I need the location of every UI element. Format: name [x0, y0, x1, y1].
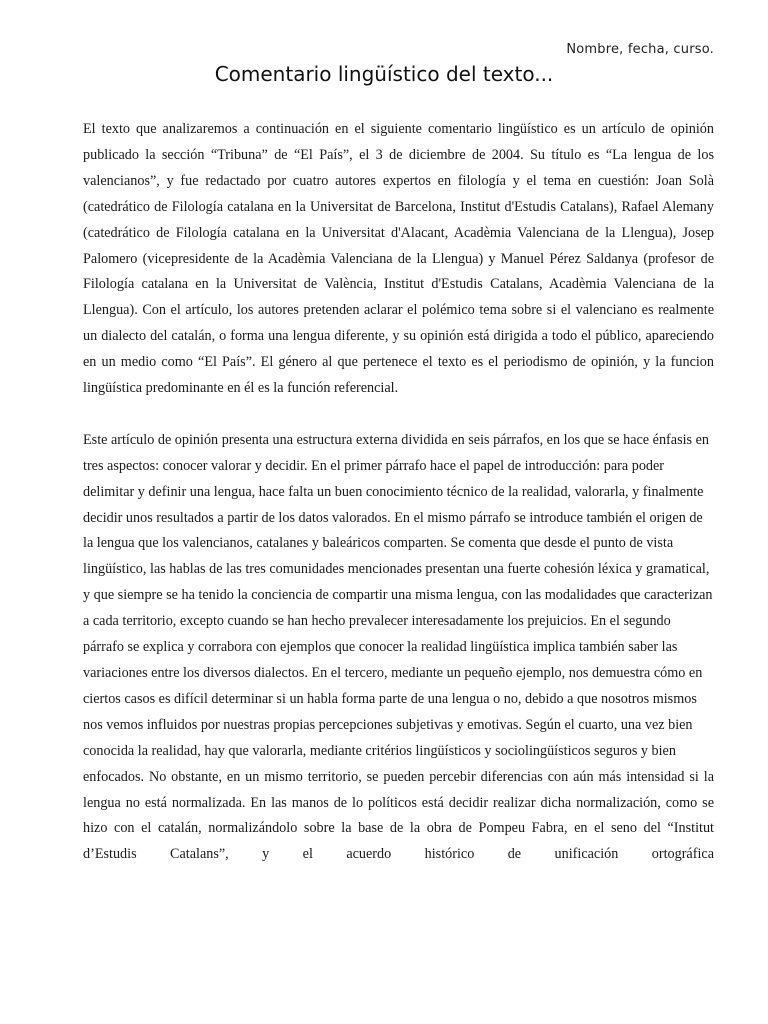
- header-note: Nombre, fecha, curso.: [566, 42, 714, 57]
- paragraph-1: El texto que analizaremos a continuación en el siguiente comentario lingüístico es un artículo de opinión publicado la sección “Tribuna” de “El País”, el 3 de diciembre de 2004. Su título es “La lengua de los valencianos”, y fue redactado por cuatro autores expertos en filología y el tema en cuestión: Joan Solà (catedrático de Filología catalana en la Universitat de Barcelona, Institut d'Estudis Catalans), Rafael Alemany (catedrático de Filología catalana en la Universitat d'Alacant, Acadèmia Valenciana de la Llengua), Josep Palomero (vicepresidente de la Acadèmia Valenciana de la Llengua) y Manuel Pérez Saldanya (profesor de Filología catalana en la Universitat de València, Institut d'Estudis Catalans, Acadèmia Valenciana de la Llengua). Con el artículo, los autores pretenden aclarar el polémico tema sobre si el valenciano es realmente un dialecto del catalán, o forma una lengua diferente, y su opinión está dirigida a todo el público, apareciendo en un medio como “El País”. El género al que pertenece el texto es el periodismo de opinión, y la funcion lingüística predominante en él es la función referencial.: [83, 121, 714, 397]
- document-body: [83, 117, 714, 868]
- paragraph-3: enfocados. No obstante, en un mismo territorio, se pueden percebir diferencias con aún más intensidad si la lengua no está normalizada. En las manos de lo políticos está decidir realizar dicha normalización, como se hizo con el catalán, normalizándolo sobre la base de la obra de Pompeu Fabra, en el seno del “Institut d’Estudis Catalans”, y el acuerdo histórico de unificación ortográfica: [83, 768, 714, 863]
- page-title: Comentario lingüístico del texto...: [214, 62, 554, 86]
- paragraph-2: Este artículo de opinión presenta una estructura externa dividida en seis párrafos, en los que se hace énfasis en tres aspectos: conocer valorar y decidir. En el primer párrafo hace el papel de introducción: para poder delimitar y definir una lengua, hace falta un buen conocimiento técnico de la realidad, valorarla, y finalmente decidir unos resultados a partir de los datos valorados. En el mismo párrafo se introduce también el origen de la lengua que los valencianos, catalanes y baleáricos comparten. Se comenta que desde el punto de vista lingüístico, las hablas de las tres comunidades mencionades presentan una fuerte cohesión léxica y gramatical, y que siempre se ha tenido la conciencia de compartir una misma lengua, con las modalidades que caracterizan a cada territorio, excepto cuando se han hecho prevalecer interesadamente los prejuicios. En el segundo párrafo se explica y corrabora con ejemplos que conocer la realidad lingüística implica también saber las variaciones entre los diversos dialectos. En el tercero, mediante un pequeño ejemplo, nos demuestra cómo en ciertos casos es difícil determinar si un habla forma parte de una lengua o no, debido a que nosotros mismos nos vemos influidos por nuestras propias percepciones subjetivas y emotivas. Según el cuarto, una vez bien conocida la realidad, hay que valorarla, mediante critérios lingüísticos y sociolingüísticos seguros y bien: [83, 431, 713, 759]
